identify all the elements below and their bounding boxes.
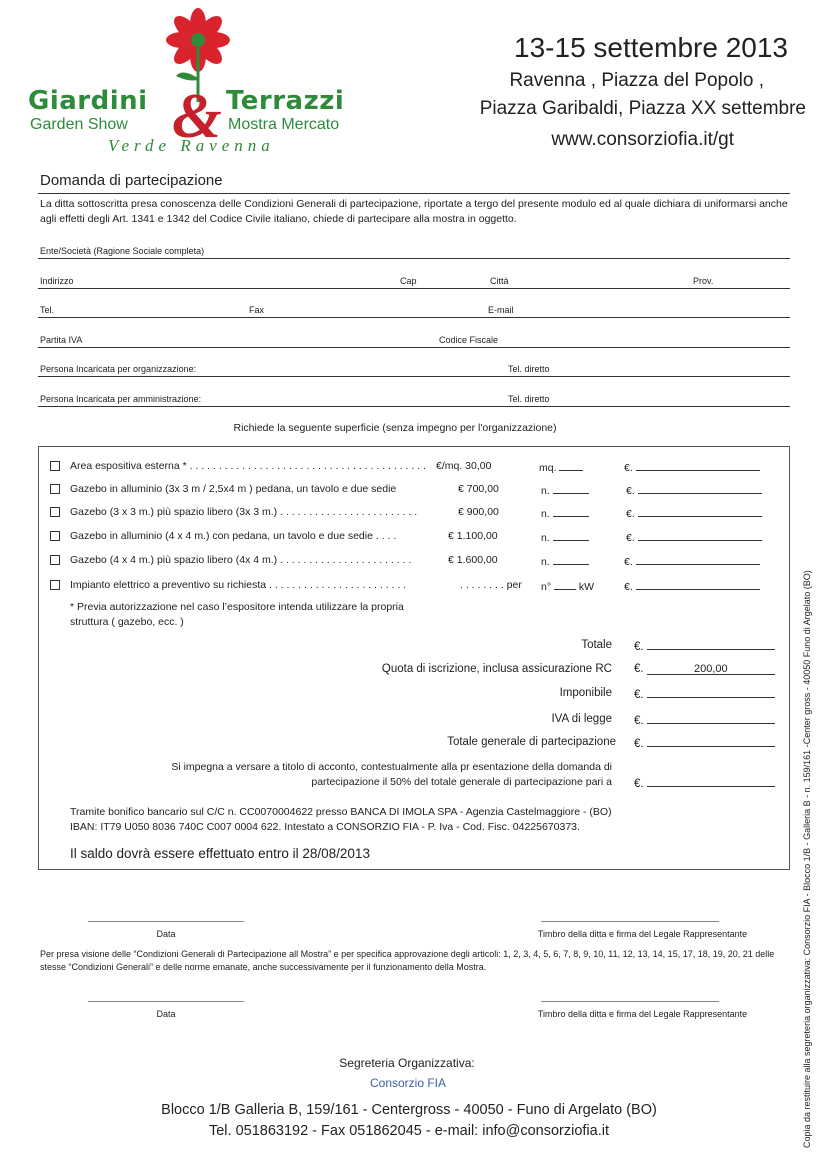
request-heading: Richiede la seguente superficie (senza impegno per l'organizzazione): [233, 422, 557, 434]
logo: [28, 8, 388, 158]
item-unit: n.: [541, 530, 589, 544]
event-header: [420, 32, 806, 64]
logo-title-left: Giardini: [28, 86, 148, 116]
event-website[interactable]: www.consorziofia.it/gt: [551, 129, 734, 150]
note-text: * Previa autorizzazione nel caso l’espositore intenda utilizzare la propria struttura ( gazebo, ecc. ): [70, 601, 404, 628]
field-persona-org-label: Persona Incaricata per organizzazione:: [40, 364, 197, 374]
item-amount[interactable]: €.: [626, 483, 762, 497]
field-ente-line[interactable]: [38, 258, 790, 259]
field-cap-label: Cap: [400, 276, 417, 286]
segreteria-label: Segreteria Organizzativa:: [339, 1056, 475, 1070]
totale-field[interactable]: €.: [634, 639, 775, 653]
logo-sub-left: Garden Show: [30, 116, 128, 133]
logo-sub-right: Mostra Mercato: [228, 116, 340, 133]
consorzio-name: Consorzio FIA: [369, 1076, 447, 1090]
signature-date-line-1[interactable]: [88, 921, 244, 922]
date-label-1: Data: [156, 929, 176, 939]
acconto-line-1: Si impegna a versare a titolo di acconto, contestualmente alla pr esentazione della domanda di: [171, 761, 612, 773]
footer-address: Blocco 1/B Galleria B, 159/161 - Centergross - 40050 - Funo di Argelato (BO): [161, 1102, 657, 1118]
field-tel-line[interactable]: [38, 317, 790, 318]
presa-visione-text: Per presa visione delle “Condizioni Generali di Partecipazione all Mostra” e per specifica approvazione degli articoli: 1, 2, 3, 4, 5, 6, 7, 8, 9, 10, 11, 12, 13, 14, 15, 17, 18, 19, 20, 21 delle stesse “Condizioni Generali” e delle norme emanate, anche successivamente per il funzionamento della Mostra.: [40, 949, 775, 972]
field-indirizzo-line[interactable]: [38, 288, 790, 289]
imponibile-label: Imponibile: [559, 687, 612, 699]
item-amount[interactable]: €.: [624, 579, 760, 593]
payment-line-2: IBAN: IT79 U050 8036 740C C007 0004 622. Intestato a CONSORZIO FIA - P. Iva - Cod. Fisc. 04225670373.: [70, 821, 580, 833]
item-price: € 900,00: [458, 506, 499, 518]
item-label: Gazebo (3 x 3 m.) più spazio libero (3x 3 m.) . . . . . . . . . . . . . . . . . . . . . . . .: [70, 506, 418, 518]
signature-stamp-line-1[interactable]: [541, 921, 719, 922]
item-amount[interactable]: €.: [624, 554, 760, 568]
item-amount[interactable]: €.: [626, 530, 762, 544]
field-prov-label: Prov.: [693, 276, 714, 286]
quota-label: Quota di iscrizione, inclusa assicurazione RC: [381, 663, 612, 675]
item-price: € 1.100,00: [448, 530, 498, 542]
field-persona-amm-line[interactable]: [38, 406, 790, 407]
item-label: Impianto elettrico a preventivo su richiesta . . . . . . . . . . . . . . . . . . . . . . . .: [70, 579, 407, 591]
totale-label: Totale: [581, 639, 612, 651]
acconto-field[interactable]: €.: [634, 776, 775, 790]
iva-field[interactable]: €.: [634, 713, 775, 727]
field-indirizzo-label: Indirizzo: [40, 276, 74, 286]
stamp-label-2: Timbro della ditta e firma del Legale Rappresentante: [537, 1009, 748, 1019]
checkbox-gazebo-spazio-4x4[interactable]: [50, 555, 60, 565]
item-unit: n.: [541, 554, 589, 568]
item-unit: n.: [541, 506, 589, 520]
signature-stamp-line-2[interactable]: [541, 1001, 719, 1002]
field-tel-label: Tel.: [40, 305, 55, 315]
form-intro: La ditta sottoscritta presa conoscenza delle Condizioni Generali di partecipazione, riportate a tergo del presente modulo ed al quale dichiara di uniformarsi anche agli effetti degli Art. 1341 e 1342 del Codice Civile italiano, chiede di partecipare alla mostra in oggetto.: [40, 198, 788, 225]
checkbox-gazebo-4x4[interactable]: [50, 531, 60, 541]
side-return-note: Copia da restituire alla segreteria organizzativa: Consorzio FIA - Blocco 1/B - Galleria B - n. 159/161 -Center gross - 40050 Funo di Argelato (BO): [802, 570, 812, 1148]
checkbox-gazebo-spazio-3x3[interactable]: [50, 507, 60, 517]
imponibile-field[interactable]: €.: [634, 687, 775, 701]
item-price: €/mq. 30,00: [436, 460, 492, 472]
signature-date-line-2[interactable]: [88, 1001, 244, 1002]
item-price: . . . . . . . . per: [460, 579, 522, 591]
item-amount[interactable]: €.: [624, 460, 760, 474]
logo-script: Verde Ravenna: [108, 136, 275, 155]
field-piva-line[interactable]: [38, 347, 790, 348]
event-location-1: Ravenna , Piazza del Popolo ,: [509, 70, 764, 91]
totale-generale-label: Totale generale di partecipazione: [447, 736, 616, 748]
acconto-line-2: partecipazione il 50% del totale generale di partecipazione pari a: [311, 776, 612, 788]
field-ente-label: Ente/Società (Ragione Sociale completa): [40, 246, 205, 256]
saldo-text: Il saldo dovrà essere effettuato entro il 28/08/2013: [70, 846, 370, 861]
field-persona-org-line[interactable]: [38, 376, 790, 377]
field-citta-label: Città: [490, 276, 509, 286]
logo-ampersand: &: [172, 80, 222, 151]
item-label: Gazebo (4 x 4 m.) più spazio libero (4x 4 m.) . . . . . . . . . . . . . . . . . . . . . . .: [70, 554, 412, 566]
field-tel-diretto-1-label: Tel. diretto: [508, 364, 550, 374]
item-unit: n° kW: [541, 581, 595, 593]
date-label-2: Data: [156, 1009, 176, 1019]
quota-value: 200,00: [647, 664, 775, 675]
totale-generale-field[interactable]: €.: [634, 736, 775, 750]
item-label: Gazebo in alluminio (3x 3 m / 2,5x4 m ) pedana, un tavolo e due sedie: [70, 483, 397, 495]
checkbox-impianto-elettrico[interactable]: [50, 580, 60, 590]
payment-line-1: Tramite bonifico bancario sul C/C n. CC0070004622 presso BANCA DI IMOLA SPA - Agenzia Castelmaggiore - (BO): [70, 806, 612, 818]
event-location-2: Piazza Garibaldi, Piazza XX settembre: [479, 98, 806, 119]
item-amount[interactable]: €.: [626, 506, 762, 520]
item-unit: n.: [541, 483, 589, 497]
iva-label: IVA di legge: [551, 713, 612, 725]
event-date: 13-15 settembre 2013: [514, 32, 788, 63]
footer-contacts: Tel. 051863192 - Fax 051862045 - e-mail: info@consorziofia.it: [208, 1123, 609, 1139]
item-price: € 700,00: [458, 483, 499, 495]
quota-field[interactable]: €. 200,00: [634, 663, 775, 675]
item-label: Gazebo in alluminio (4 x 4 m.) con pedana, un tavolo e due sedie . . . .: [70, 530, 397, 542]
item-price: € 1.600,00: [448, 554, 498, 566]
logo-title-right: Terrazzi: [226, 86, 345, 116]
field-cf-label: Codice Fiscale: [439, 335, 499, 345]
checkbox-gazebo-3x3[interactable]: [50, 484, 60, 494]
item-label: Area espositiva esterna * . . . . . . . . . . . . . . . . . . . . . . . . . . . . . . . . . . . . . . . . .: [70, 460, 426, 472]
field-tel-diretto-2-label: Tel. diretto: [508, 394, 550, 404]
field-fax-label: Fax: [249, 305, 265, 315]
checkbox-area-espositiva[interactable]: [50, 461, 60, 471]
field-persona-amm-label: Persona Incaricata per amministrazione:: [40, 394, 202, 404]
field-piva-label: Partita IVA: [40, 335, 83, 345]
form-title: Domanda di partecipazione: [40, 172, 223, 189]
stamp-label-1: Timbro della ditta e firma del Legale Rappresentante: [537, 929, 748, 939]
field-email-label: E-mail: [488, 305, 514, 315]
item-unit: mq.: [539, 460, 583, 474]
